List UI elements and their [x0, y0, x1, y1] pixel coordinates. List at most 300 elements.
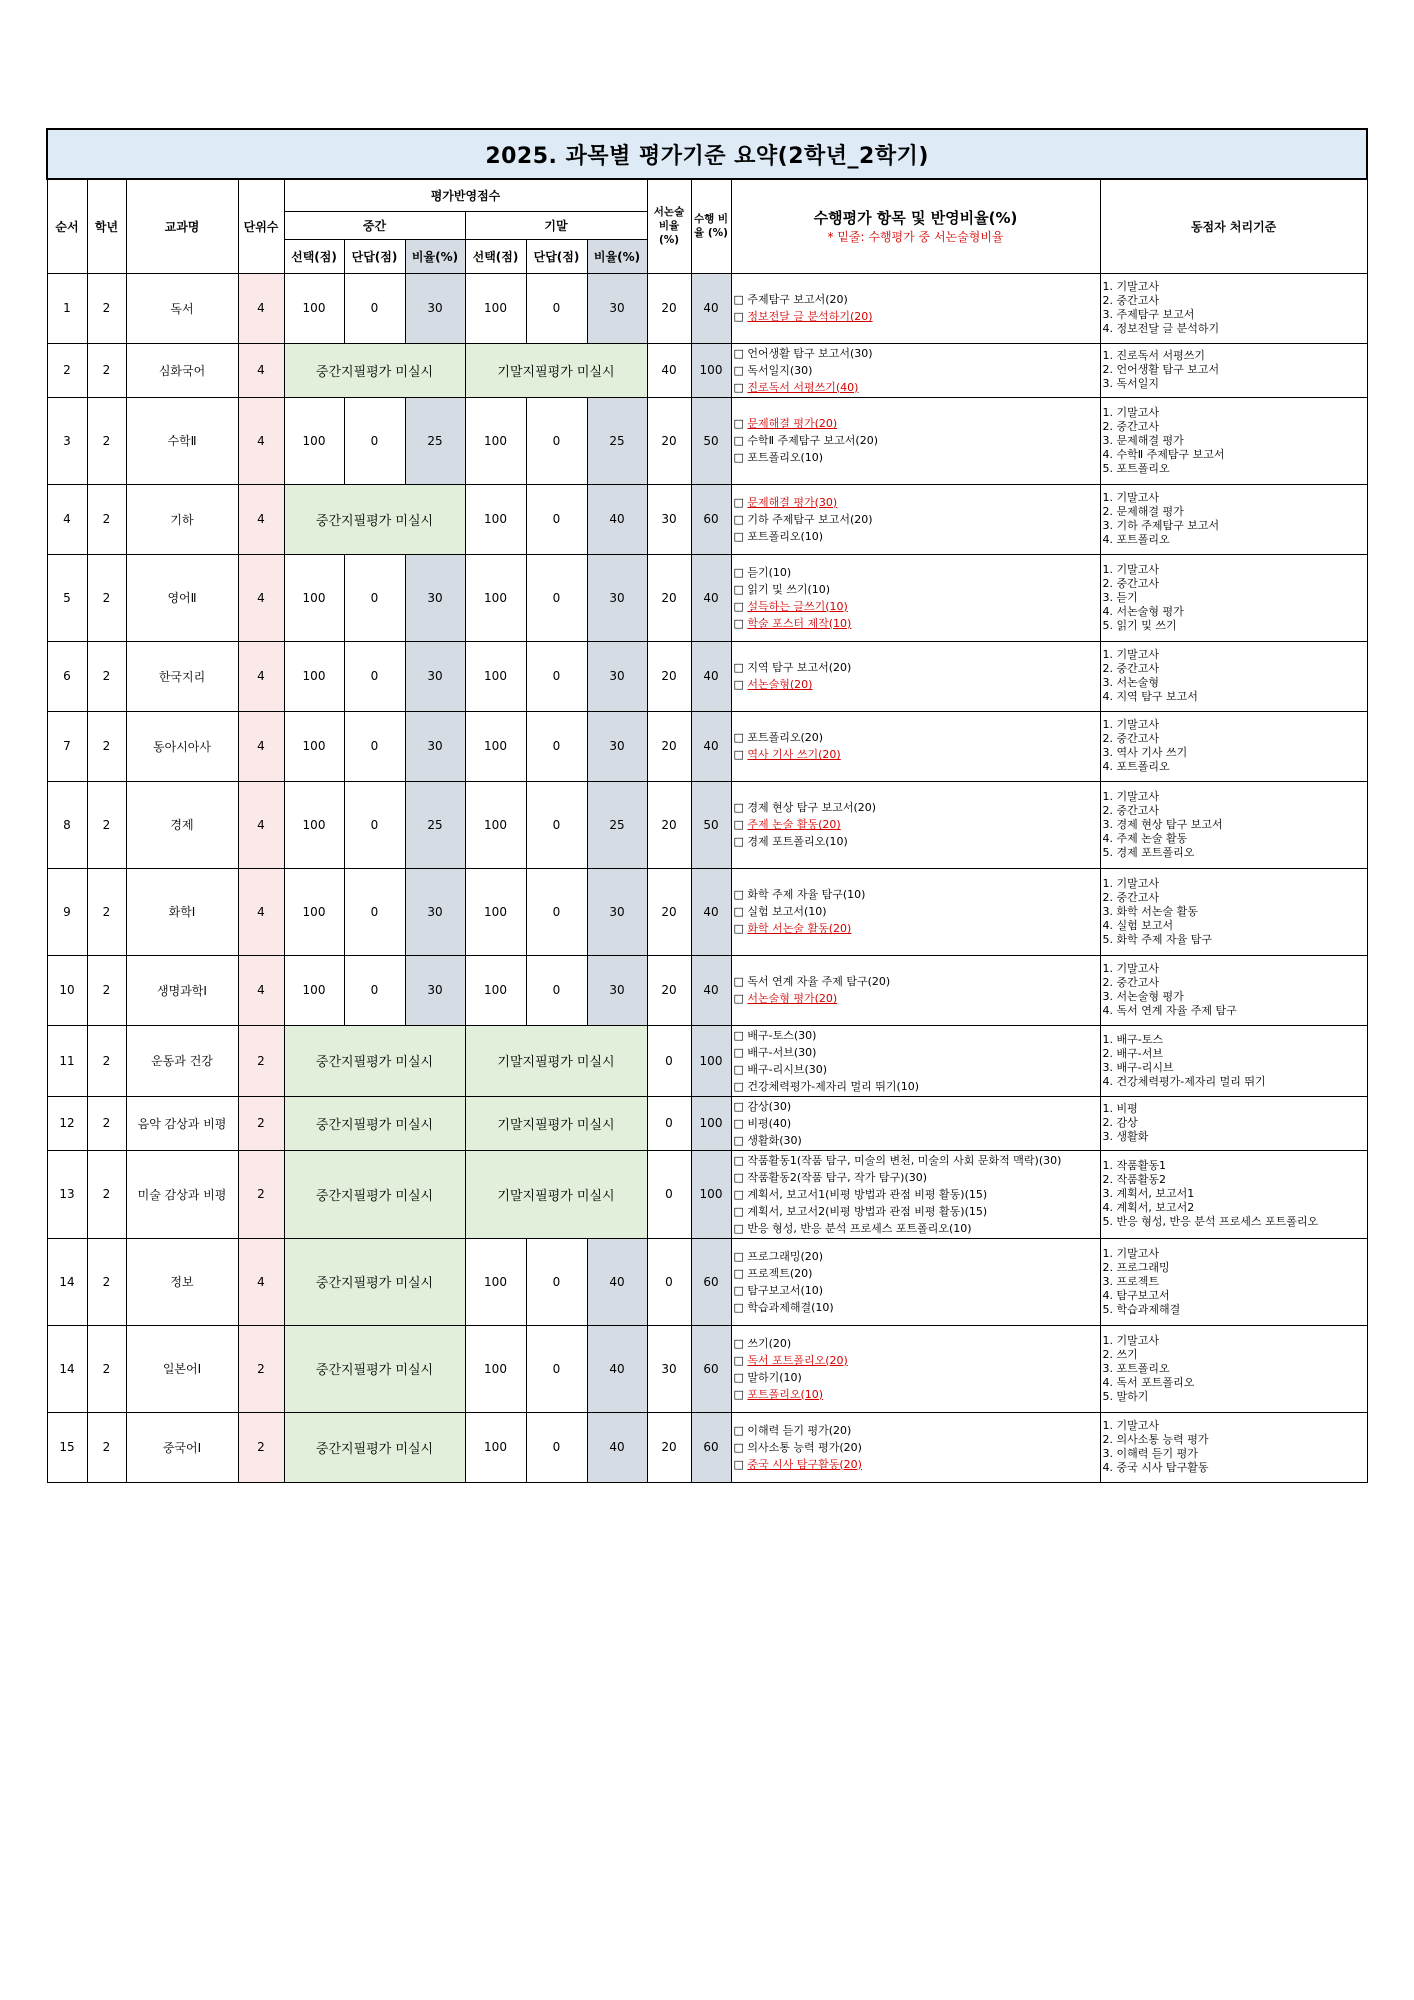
row-fin-ratio: 30 — [587, 868, 647, 955]
row-grade: 2 — [87, 1025, 126, 1096]
header-order: 순서 — [47, 179, 87, 273]
tie-rule: 4. 중국 시사 탐구활동 — [1102, 1461, 1209, 1474]
row-tie-rules — [1100, 554, 1367, 641]
row-order: 15 — [47, 1412, 87, 1482]
perf-item: □ 설득하는 글쓰기(10) — [733, 599, 848, 613]
row-subject: 동아시아사 — [126, 711, 238, 781]
perf-item: □ 문제해결 평가(20) — [733, 417, 838, 430]
row-subject: 심화국어 — [126, 343, 238, 397]
tie-rule: 1. 기말고사 — [1102, 1246, 1159, 1260]
row-mid-choice: 100 — [284, 554, 344, 641]
row-grade: 2 — [87, 554, 126, 641]
row-mid-choice: 100 — [284, 868, 344, 955]
perf-item: □ 화학 주제 자율 탐구(10) — [733, 888, 866, 901]
essay-item-underlined: 역사 기사 쓰기(20) — [747, 748, 841, 761]
row-fin-ratio: 40 — [587, 1412, 647, 1482]
perf-item: □ 배구-리시브(30) — [733, 1062, 828, 1076]
perf-item: □ 중국 시사 탐구활동(20) — [733, 1457, 862, 1471]
row-order: 7 — [47, 711, 87, 781]
row-essay-ratio: 20 — [647, 955, 691, 1025]
row-fin-ratio: 30 — [587, 273, 647, 343]
row-units: 4 — [238, 641, 284, 711]
header-tie: 동점자 처리기준 — [1100, 179, 1367, 273]
row-fin-choice: 100 — [465, 554, 526, 641]
row-perf-items — [731, 955, 1100, 1025]
row-fin-choice: 100 — [465, 641, 526, 711]
row-fin-ratio: 40 — [587, 1325, 647, 1412]
perf-item: □ 서논술형(20) — [733, 678, 813, 691]
row-essay-ratio: 20 — [647, 273, 691, 343]
row-order: 2 — [47, 343, 87, 397]
table-row — [47, 1412, 1367, 1482]
tie-rule: 2. 중간고사 — [1102, 662, 1159, 675]
tie-rule: 4. 서논술형 평가 — [1102, 604, 1184, 618]
header-perf-ratio: 수행 비율 (%) — [691, 179, 731, 273]
perf-item: □ 포트폴리오(20) — [733, 731, 824, 744]
row-tie-rules — [1100, 1238, 1367, 1325]
row-essay-ratio: 20 — [647, 781, 691, 868]
row-tie-rules — [1100, 641, 1367, 711]
header-essay-ratio: 서논술 비율 (%) — [647, 179, 691, 273]
tie-rule: 4. 독서 연계 자율 주제 탐구 — [1102, 1004, 1237, 1017]
row-mid-short: 0 — [344, 868, 405, 955]
table-row — [47, 343, 1367, 397]
row-fin-choice: 100 — [465, 781, 526, 868]
tie-rule: 4. 탐구보고서 — [1102, 1288, 1170, 1302]
row-grade: 2 — [87, 641, 126, 711]
perf-item: □ 말하기(10) — [733, 1370, 802, 1384]
perf-item: □ 서논술형 평가(20) — [733, 992, 838, 1005]
table-row — [47, 711, 1367, 781]
row-mid-ratio: 30 — [405, 955, 465, 1025]
row-subject: 운동과 건강 — [126, 1025, 238, 1096]
tie-rule: 5. 반응 형성, 반응 분석 프로세스 포트폴리오 — [1102, 1215, 1319, 1228]
row-final-none: 기말지필평가 미실시 — [465, 343, 647, 397]
evaluation-sheet — [46, 128, 1366, 1483]
row-tie-rules — [1100, 484, 1367, 554]
tie-rule: 1. 기말고사 — [1102, 876, 1159, 890]
row-perf-ratio: 40 — [691, 273, 731, 343]
perf-item: □ 실험 보고서(10) — [733, 905, 827, 918]
tie-rule: 1. 기말고사 — [1102, 1333, 1159, 1347]
row-perf-ratio: 60 — [691, 484, 731, 554]
perf-items-note: * 밑줄: 수행평가 중 서논술형비율 — [827, 230, 1004, 245]
row-perf-ratio: 50 — [691, 397, 731, 484]
tie-rule: 1. 비평 — [1102, 1102, 1138, 1115]
tie-rule: 1. 배구-토스 — [1102, 1032, 1163, 1046]
perf-item: □ 건강체력평가-제자리 멀리 뛰기(10) — [733, 1079, 920, 1093]
row-fin-short: 0 — [526, 1238, 587, 1325]
row-fin-short: 0 — [526, 273, 587, 343]
row-essay-ratio: 20 — [647, 554, 691, 641]
tie-rule: 5. 말하기 — [1102, 1389, 1149, 1403]
row-final-none: 기말지필평가 미실시 — [465, 1096, 647, 1150]
table-row — [47, 1096, 1367, 1150]
tie-rule: 3. 서논술형 평가 — [1102, 990, 1184, 1003]
row-grade: 2 — [87, 1150, 126, 1238]
row-grade: 2 — [87, 1238, 126, 1325]
tie-rule: 2. 작품활동2 — [1102, 1173, 1166, 1186]
row-perf-ratio: 60 — [691, 1412, 731, 1482]
tie-rule: 2. 쓰기 — [1102, 1347, 1138, 1361]
row-mid-ratio: 30 — [405, 273, 465, 343]
tie-rule: 2. 프로그래밍 — [1102, 1260, 1170, 1274]
row-perf-ratio: 50 — [691, 781, 731, 868]
row-essay-ratio: 0 — [647, 1096, 691, 1150]
row-mid-short: 0 — [344, 273, 405, 343]
row-fin-choice: 100 — [465, 397, 526, 484]
row-tie-rules — [1100, 1025, 1367, 1096]
perf-item: □ 학술 포스터 제작(10) — [733, 616, 852, 630]
row-mid-short: 0 — [344, 955, 405, 1025]
perf-item: □ 독서일지(30) — [733, 363, 813, 377]
tie-rule: 4. 포트폴리오 — [1102, 533, 1170, 546]
row-essay-ratio: 20 — [647, 1412, 691, 1482]
essay-item-underlined: 서논술형(20) — [747, 678, 813, 691]
row-mid-ratio: 25 — [405, 397, 465, 484]
perf-item: □ 이해력 듣기 평가(20) — [733, 1423, 852, 1437]
perf-item: □ 화학 서논술 활동(20) — [733, 922, 852, 935]
table-row — [47, 641, 1367, 711]
tie-rule: 1. 작품활동1 — [1102, 1159, 1166, 1172]
row-fin-choice: 100 — [465, 1325, 526, 1412]
row-subject: 정보 — [126, 1238, 238, 1325]
table-row — [47, 1238, 1367, 1325]
row-fin-short: 0 — [526, 1412, 587, 1482]
tie-rule: 4. 정보전달 글 분석하기 — [1102, 322, 1220, 335]
tie-rule: 4. 실험 보고서 — [1102, 918, 1174, 932]
row-mid-choice: 100 — [284, 397, 344, 484]
row-midterm-none: 중간지필평가 미실시 — [284, 1412, 465, 1482]
essay-item-underlined: 화학 서논술 활동(20) — [747, 922, 852, 935]
row-units: 4 — [238, 868, 284, 955]
tie-rule: 3. 서논술형 — [1102, 676, 1159, 689]
header-grade: 학년 — [87, 179, 126, 273]
row-grade: 2 — [87, 868, 126, 955]
perf-item: □ 프로그래밍(20) — [733, 1249, 824, 1263]
table-row — [47, 1025, 1367, 1096]
header-mid-choice: 선택(점) — [284, 239, 344, 273]
row-perf-items — [731, 1325, 1100, 1412]
perf-item: □ 진로독서 서평쓰기(40) — [733, 380, 859, 394]
row-fin-short: 0 — [526, 1325, 587, 1412]
row-order: 6 — [47, 641, 87, 711]
row-fin-short: 0 — [526, 484, 587, 554]
header-units: 단위수 — [238, 179, 284, 273]
tie-rule: 4. 계획서, 보고서2 — [1102, 1201, 1195, 1214]
perf-item: □ 경제 포트폴리오(10) — [733, 835, 848, 848]
perf-item: □ 독서 포트폴리오(20) — [733, 1353, 848, 1367]
row-units: 4 — [238, 955, 284, 1025]
table-body — [47, 273, 1367, 1482]
row-fin-short: 0 — [526, 955, 587, 1025]
table-row — [47, 397, 1367, 484]
row-perf-items — [731, 343, 1100, 397]
row-perf-items — [731, 711, 1100, 781]
row-perf-ratio: 100 — [691, 1096, 731, 1150]
row-subject: 기하 — [126, 484, 238, 554]
row-units: 4 — [238, 1238, 284, 1325]
table-row — [47, 781, 1367, 868]
header-score-group: 평가반영점수 — [284, 179, 647, 211]
perf-item: □ 쓰기(20) — [733, 1336, 792, 1350]
row-units: 2 — [238, 1096, 284, 1150]
row-mid-short: 0 — [344, 397, 405, 484]
tie-rule: 3. 기하 주제탐구 보고서 — [1102, 519, 1220, 532]
row-essay-ratio: 20 — [647, 868, 691, 955]
row-perf-items — [731, 1412, 1100, 1482]
perf-item: □ 감상(30) — [733, 1099, 792, 1113]
header-midterm: 중간 — [284, 211, 465, 239]
row-perf-items — [731, 1150, 1100, 1238]
row-perf-ratio: 40 — [691, 955, 731, 1025]
row-perf-ratio: 100 — [691, 1150, 731, 1238]
row-tie-rules — [1100, 397, 1367, 484]
row-order: 4 — [47, 484, 87, 554]
row-fin-ratio: 40 — [587, 1238, 647, 1325]
essay-item-underlined: 문제해결 평가(30) — [747, 495, 838, 509]
row-fin-choice: 100 — [465, 711, 526, 781]
row-perf-items — [731, 554, 1100, 641]
row-perf-ratio: 60 — [691, 1325, 731, 1412]
perf-item: □ 읽기 및 쓰기(10) — [733, 582, 831, 596]
perf-item: □ 의사소통 능력 평가(20) — [733, 1440, 862, 1454]
perf-item: □ 주제 논술 활동(20) — [733, 818, 841, 831]
row-units: 4 — [238, 711, 284, 781]
row-fin-short: 0 — [526, 554, 587, 641]
row-perf-ratio: 40 — [691, 641, 731, 711]
row-subject: 미술 감상과 비평 — [126, 1150, 238, 1238]
row-mid-short: 0 — [344, 781, 405, 868]
row-mid-short: 0 — [344, 641, 405, 711]
row-order: 10 — [47, 955, 87, 1025]
row-tie-rules — [1100, 955, 1367, 1025]
row-grade: 2 — [87, 397, 126, 484]
essay-item-underlined: 주제 논술 활동(20) — [747, 818, 841, 831]
tie-rule: 5. 학습과제해결 — [1102, 1302, 1181, 1316]
row-mid-ratio: 30 — [405, 868, 465, 955]
row-units: 4 — [238, 484, 284, 554]
tie-rule: 2. 중간고사 — [1102, 294, 1159, 307]
tie-rule: 2. 중간고사 — [1102, 419, 1159, 433]
perf-item: □ 생활화(30) — [733, 1133, 802, 1147]
row-mid-short: 0 — [344, 554, 405, 641]
essay-item-underlined: 독서 포트폴리오(20) — [747, 1353, 848, 1367]
row-subject: 생명과학Ⅰ — [126, 955, 238, 1025]
table-row — [47, 955, 1367, 1025]
header-mid-short: 단답(점) — [344, 239, 405, 273]
tie-rule: 1. 기말고사 — [1102, 280, 1159, 293]
perf-item: □ 듣기(10) — [733, 565, 792, 579]
row-perf-items — [731, 868, 1100, 955]
row-fin-choice: 100 — [465, 868, 526, 955]
table-row — [47, 554, 1367, 641]
row-perf-items — [731, 641, 1100, 711]
row-midterm-none: 중간지필평가 미실시 — [284, 1025, 465, 1096]
tie-rule: 2. 의사소통 능력 평가 — [1102, 1433, 1209, 1446]
perf-item: □ 비평(40) — [733, 1116, 792, 1130]
row-tie-rules — [1100, 711, 1367, 781]
tie-rule: 2. 중간고사 — [1102, 976, 1159, 989]
row-fin-ratio: 40 — [587, 484, 647, 554]
tie-rule: 5. 포트폴리오 — [1102, 461, 1170, 475]
tie-rule: 3. 듣기 — [1102, 590, 1138, 604]
perf-item: □ 포트폴리오(10) — [733, 1387, 824, 1401]
essay-item-underlined: 중국 시사 탐구활동(20) — [747, 1457, 862, 1471]
row-midterm-none: 중간지필평가 미실시 — [284, 1238, 465, 1325]
tie-rule: 4. 주제 논술 활동 — [1102, 831, 1188, 845]
row-units: 4 — [238, 273, 284, 343]
row-units: 4 — [238, 781, 284, 868]
perf-item: □ 반응 형성, 반응 분석 프로세스 포트폴리오(10) — [733, 1221, 972, 1235]
row-fin-short: 0 — [526, 397, 587, 484]
tie-rule: 1. 기말고사 — [1102, 718, 1159, 731]
row-essay-ratio: 40 — [647, 343, 691, 397]
row-units: 4 — [238, 397, 284, 484]
row-tie-rules — [1100, 781, 1367, 868]
table-row — [47, 484, 1367, 554]
row-perf-items — [731, 484, 1100, 554]
tie-rule: 4. 포트폴리오 — [1102, 760, 1170, 773]
row-perf-ratio: 100 — [691, 343, 731, 397]
row-fin-ratio: 25 — [587, 397, 647, 484]
tie-rule: 4. 수학Ⅱ 주제탐구 보고서 — [1102, 447, 1225, 461]
evaluation-table — [46, 128, 1368, 1483]
header-mid-ratio: 비율(%) — [405, 239, 465, 273]
row-perf-items — [731, 273, 1100, 343]
tie-rule: 3. 이해력 듣기 평가 — [1102, 1447, 1198, 1460]
row-fin-ratio: 30 — [587, 711, 647, 781]
row-grade: 2 — [87, 343, 126, 397]
row-essay-ratio: 30 — [647, 484, 691, 554]
row-grade: 2 — [87, 781, 126, 868]
tie-rule: 4. 건강체력평가-제자리 멀리 뛰기 — [1102, 1074, 1266, 1088]
row-essay-ratio: 30 — [647, 1325, 691, 1412]
essay-item-underlined: 서논술형 평가(20) — [747, 992, 838, 1005]
tie-rule: 2. 중간고사 — [1102, 576, 1159, 590]
tie-rule: 2. 언어생활 탐구 보고서 — [1102, 363, 1220, 376]
tie-rule: 5. 화학 주제 자율 탐구 — [1102, 932, 1212, 946]
row-order: 1 — [47, 273, 87, 343]
row-midterm-none: 중간지필평가 미실시 — [284, 1325, 465, 1412]
row-fin-short: 0 — [526, 781, 587, 868]
perf-item: □ 배구-토스(30) — [733, 1028, 817, 1042]
row-subject: 수학Ⅱ — [126, 397, 238, 484]
row-subject: 음악 감상과 비평 — [126, 1096, 238, 1150]
row-mid-choice: 100 — [284, 641, 344, 711]
row-tie-rules — [1100, 868, 1367, 955]
tie-rule: 2. 감상 — [1102, 1116, 1138, 1129]
row-units: 2 — [238, 1025, 284, 1096]
row-grade: 2 — [87, 273, 126, 343]
tie-rule: 3. 역사 기사 쓰기 — [1102, 746, 1188, 759]
row-order: 9 — [47, 868, 87, 955]
tie-rule: 5. 읽기 및 쓰기 — [1102, 618, 1177, 632]
row-midterm-none: 중간지필평가 미실시 — [284, 343, 465, 397]
row-perf-items — [731, 1238, 1100, 1325]
perf-item: □ 독서 연계 자율 주제 탐구(20) — [733, 975, 891, 988]
tie-rule: 2. 중간고사 — [1102, 732, 1159, 745]
essay-item-underlined: 학술 포스터 제작(10) — [747, 616, 852, 630]
row-fin-choice: 100 — [465, 1412, 526, 1482]
row-subject: 화학Ⅰ — [126, 868, 238, 955]
perf-item: □ 계획서, 보고서2(비평 방법과 관점 비평 활동)(15) — [733, 1204, 988, 1218]
tie-rule: 3. 배구-리시브 — [1102, 1060, 1174, 1074]
row-fin-ratio: 30 — [587, 554, 647, 641]
perf-item: □ 작품활동1(작품 탐구, 미술의 변천, 미술의 사회 문화적 맥락)(30) — [733, 1153, 1062, 1167]
tie-rule: 5. 경제 포트폴리오 — [1102, 845, 1195, 859]
tie-rule: 3. 화학 서논술 활동 — [1102, 904, 1198, 918]
row-mid-choice: 100 — [284, 273, 344, 343]
row-mid-short: 0 — [344, 711, 405, 781]
table-row — [47, 1150, 1367, 1238]
row-perf-ratio: 60 — [691, 1238, 731, 1325]
row-order: 5 — [47, 554, 87, 641]
row-mid-choice: 100 — [284, 955, 344, 1025]
row-perf-ratio: 40 — [691, 711, 731, 781]
row-subject: 영어Ⅱ — [126, 554, 238, 641]
tie-rule: 1. 진로독서 서평쓰기 — [1102, 349, 1205, 362]
perf-item: □ 경제 현상 탐구 보고서(20) — [733, 801, 877, 814]
row-units: 2 — [238, 1150, 284, 1238]
row-perf-items — [731, 397, 1100, 484]
row-subject: 독서 — [126, 273, 238, 343]
row-units: 2 — [238, 1412, 284, 1482]
perf-item: □ 언어생활 탐구 보고서(30) — [733, 346, 873, 360]
row-mid-ratio: 25 — [405, 781, 465, 868]
page-title: 2025. 과목별 평가기준 요약(2학년_2학기) — [47, 129, 1367, 179]
row-midterm-none: 중간지필평가 미실시 — [284, 1150, 465, 1238]
table-row — [47, 273, 1367, 343]
row-essay-ratio: 20 — [647, 397, 691, 484]
tie-rule: 2. 중간고사 — [1102, 803, 1159, 817]
tie-rule: 3. 프로젝트 — [1102, 1274, 1159, 1288]
row-essay-ratio: 0 — [647, 1025, 691, 1096]
header-perf-items — [731, 179, 1100, 273]
tie-rule: 4. 지역 탐구 보고서 — [1102, 690, 1198, 703]
row-fin-short: 0 — [526, 868, 587, 955]
row-mid-choice: 100 — [284, 781, 344, 868]
header-fin-ratio: 비율(%) — [587, 239, 647, 273]
row-order: 14 — [47, 1325, 87, 1412]
tie-rule: 3. 생활화 — [1102, 1130, 1149, 1143]
tie-rule: 2. 문제해결 평가 — [1102, 505, 1184, 518]
row-grade: 2 — [87, 1412, 126, 1482]
essay-item-underlined: 설득하는 글쓰기(10) — [747, 599, 848, 613]
perf-item: □ 지역 탐구 보고서(20) — [733, 661, 852, 674]
row-grade: 2 — [87, 711, 126, 781]
row-fin-choice: 100 — [465, 484, 526, 554]
row-subject: 중국어Ⅰ — [126, 1412, 238, 1482]
row-midterm-none: 중간지필평가 미실시 — [284, 484, 465, 554]
perf-item: □ 탐구보고서(10) — [733, 1283, 824, 1297]
header-fin-short: 단답(점) — [526, 239, 587, 273]
tie-rule: 1. 기말고사 — [1102, 962, 1159, 975]
row-tie-rules — [1100, 1150, 1367, 1238]
row-subject: 경제 — [126, 781, 238, 868]
tie-rule: 1. 기말고사 — [1102, 789, 1159, 803]
row-fin-short: 0 — [526, 711, 587, 781]
row-fin-ratio: 25 — [587, 781, 647, 868]
essay-item-underlined: 포트폴리오(10) — [747, 1387, 824, 1401]
row-grade: 2 — [87, 484, 126, 554]
tie-rule: 1. 기말고사 — [1102, 562, 1159, 576]
perf-item: □ 정보전달 글 분석하기(20) — [733, 310, 873, 323]
tie-rule: 3. 포트폴리오 — [1102, 1361, 1170, 1375]
row-grade: 2 — [87, 1325, 126, 1412]
row-fin-choice: 100 — [465, 1238, 526, 1325]
row-order: 8 — [47, 781, 87, 868]
